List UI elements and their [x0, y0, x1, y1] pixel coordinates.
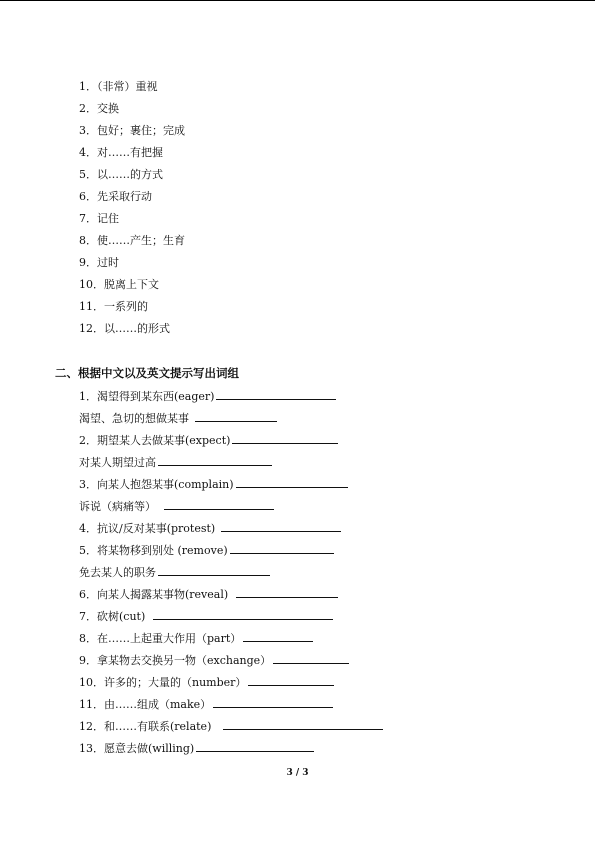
item-text: 7．砍树(cut): [79, 610, 146, 623]
list-item: 5．以……的方式: [79, 168, 163, 181]
answer-blank[interactable]: [273, 652, 349, 664]
page-number: 3 / 3: [286, 768, 309, 778]
list-item: [79, 564, 270, 580]
answer-blank[interactable]: [158, 564, 270, 576]
item-text: 10．许多的；大量的（number）: [79, 676, 247, 689]
list-item: [79, 520, 341, 536]
item-text: 13．愿意去做(willing): [79, 742, 195, 755]
list-item: 10．脱离上下文: [79, 278, 159, 291]
answer-blank[interactable]: [221, 520, 341, 532]
answer-blank[interactable]: [232, 432, 338, 444]
list-item: [79, 674, 334, 690]
answer-blank[interactable]: [213, 696, 333, 708]
list-item: 2．交换: [79, 102, 119, 115]
answer-blank[interactable]: [236, 476, 348, 488]
list-item: [79, 454, 272, 470]
list-item: 8．使……产生；生育: [79, 234, 185, 247]
answer-blank[interactable]: [230, 542, 334, 554]
list-item: 4．对……有把握: [79, 146, 163, 159]
list-item: [79, 542, 334, 558]
item-text: 2．期望某人去做某事(expect): [79, 434, 231, 447]
list-item: 6．先采取行动: [79, 190, 152, 203]
item-text: 5．将某物移到别处 (remove): [79, 544, 228, 557]
list-item: [79, 410, 277, 426]
answer-blank[interactable]: [196, 740, 314, 752]
answer-blank[interactable]: [216, 388, 336, 400]
answer-blank[interactable]: [223, 718, 383, 730]
list-item: 12．以……的形式: [79, 322, 170, 335]
answer-blank[interactable]: [236, 586, 338, 598]
top-rule: [0, 0, 595, 1]
answer-blank[interactable]: [158, 454, 272, 466]
answer-blank[interactable]: [195, 410, 277, 422]
section-2-heading: 二、根据中文以及英文提示写出词组: [55, 366, 239, 380]
list-item: 1．（非常）重视: [79, 80, 158, 93]
list-item: [79, 476, 348, 492]
item-text: 诉说（病痛等）: [79, 500, 156, 513]
list-item: [79, 740, 314, 756]
item-text: 对某人期望过高: [79, 456, 156, 469]
answer-blank[interactable]: [243, 630, 313, 642]
item-text: 8．在……上起重大作用（part）: [79, 632, 242, 645]
list-item: [79, 586, 338, 602]
list-item: 11．一系列的: [79, 300, 148, 313]
answer-blank[interactable]: [153, 608, 333, 620]
list-item: [79, 718, 383, 734]
list-item: 7．记住: [79, 212, 119, 225]
item-text: 12．和……有联系(relate): [79, 720, 212, 733]
list-item: [79, 432, 338, 448]
item-text: 6．向某人揭露某事物(reveal): [79, 588, 229, 601]
list-item: 9．过时: [79, 256, 119, 269]
list-item: [79, 696, 333, 712]
list-item: [79, 652, 349, 668]
list-item: [79, 498, 274, 514]
item-text: 免去某人的职务: [79, 566, 156, 579]
item-text: 4．抗议/反对某事(protest): [79, 522, 216, 535]
answer-blank[interactable]: [248, 674, 334, 686]
list-item: [79, 388, 336, 404]
item-text: 9．拿某物去交换另一物（exchange）: [79, 654, 272, 667]
item-text: 11．由……组成（make）: [79, 698, 212, 711]
item-text: 3．向某人抱怨某事(complain): [79, 478, 234, 491]
list-item: [79, 630, 313, 646]
answer-blank[interactable]: [164, 498, 274, 510]
list-item: 3．包好；裹住；完成: [79, 124, 185, 137]
item-text: 渴望、急切的想做某事: [79, 412, 189, 425]
list-item: [79, 608, 333, 624]
item-text: 1．渴望得到某东西(eager): [79, 390, 215, 403]
